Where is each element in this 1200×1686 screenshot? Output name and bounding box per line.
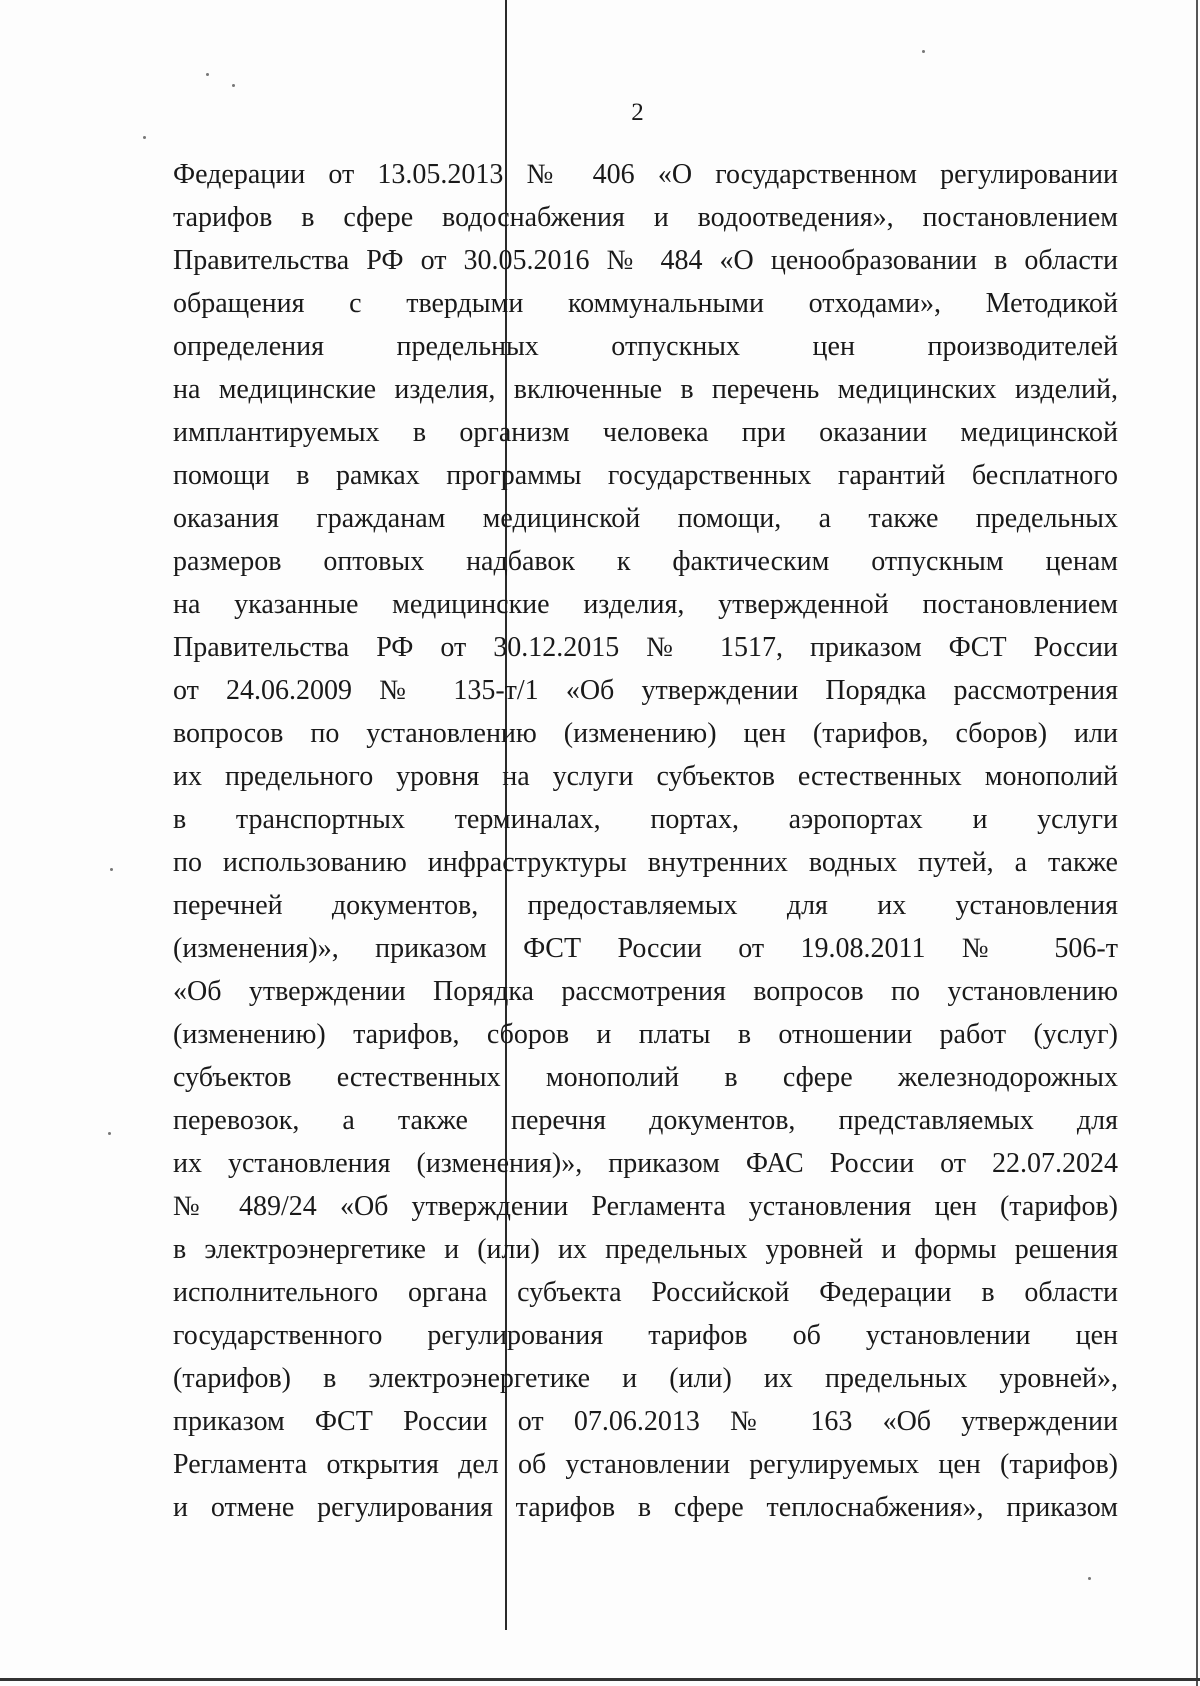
text-line: тарифов в сфере водоснабжения и водоотведения», постановлением (173, 202, 1118, 233)
text-line: от 24.06.2009 № 135-т/1 «Об утверждении Порядка рассмотрения (173, 675, 1118, 706)
text-line: исполнительного органа субъекта Российской Федерации в области (173, 1277, 1118, 1308)
scan-speck (110, 868, 113, 871)
text-line: вопросов по установлению (изменению) цен (тарифов, сборов) или (173, 718, 1118, 749)
text-line: размеров оптовых надбавок к фактическим отпускным ценам (173, 546, 1118, 577)
scan-bottom-border (0, 1678, 1200, 1681)
text-line: Правительства РФ от 30.05.2016 № 484 «О ценообразовании в области (173, 245, 1118, 276)
text-line: приказом ФСТ России от 07.06.2013 № 163 «Об утверждении (173, 1406, 1118, 1437)
body-text (173, 153, 1118, 1529)
page-number: 2 (631, 99, 644, 126)
text-line: перечней документов, предоставляемых для их установления (173, 890, 1118, 921)
text-line: субъектов естественных монополий в сфере железнодорожных (173, 1062, 1118, 1093)
text-line: имплантируемых в организм человека при оказании медицинской (173, 417, 1118, 448)
text-line: (изменения)», приказом ФСТ России от 19.08.2011 № 506-т (173, 933, 1118, 964)
text-line: Федерации от 13.05.2013 № 406 «О государственном регулировании (173, 159, 1118, 190)
text-line: на медицинские изделия, включенные в перечень медицинских изделий, (173, 374, 1118, 405)
text-line: (тарифов) в электроэнергетике и (или) их предельных уровней», (173, 1363, 1118, 1394)
text-line: на указанные медицинские изделия, утвержденной постановлением (173, 589, 1118, 620)
text-line: в электроэнергетике и (или) их предельных уровней и формы решения (173, 1234, 1118, 1265)
scan-right-border (1196, 0, 1198, 1686)
scan-speck (1088, 1577, 1091, 1580)
text-line: по использованию инфраструктуры внутренних водных путей, а также (173, 847, 1118, 878)
text-line: «Об утверждении Порядка рассмотрения вопросов по установлению (173, 976, 1118, 1007)
text-line: и отмене регулирования тарифов в сфере теплоснабжения», приказом (173, 1492, 1118, 1523)
text-line: определения предельных отпускных цен производителей (173, 331, 1118, 362)
text-line: в транспортных терминалах, портах, аэропортах и услуги (173, 804, 1118, 835)
text-line: № 489/24 «Об утверждении Регламента установления цен (тарифов) (173, 1191, 1118, 1222)
text-line: оказания гражданам медицинской помощи, а также предельных (173, 503, 1118, 534)
scan-speck (143, 136, 146, 139)
text-line: помощи в рамках программы государственных гарантий бесплатного (173, 460, 1118, 491)
scan-speck (232, 84, 235, 87)
text-line: Регламента открытия дел об установлении регулируемых цен (тарифов) (173, 1449, 1118, 1480)
text-line: их установления (изменения)», приказом ФАС России от 22.07.2024 (173, 1148, 1118, 1179)
text-line: перевозок, а также перечня документов, представляемых для (173, 1105, 1118, 1136)
text-line: Правительства РФ от 30.12.2015 № 1517, приказом ФСТ России (173, 632, 1118, 663)
scan-speck (206, 73, 209, 76)
text-line: (изменению) тарифов, сборов и платы в отношении работ (услуг) (173, 1019, 1118, 1050)
text-line: обращения с твердыми коммунальными отходами», Методикой (173, 288, 1118, 319)
text-line: их предельного уровня на услуги субъектов естественных монополий (173, 761, 1118, 792)
text-line: государственного регулирования тарифов об установлении цен (173, 1320, 1118, 1351)
scan-speck (922, 50, 925, 53)
scan-speck (108, 1132, 111, 1135)
